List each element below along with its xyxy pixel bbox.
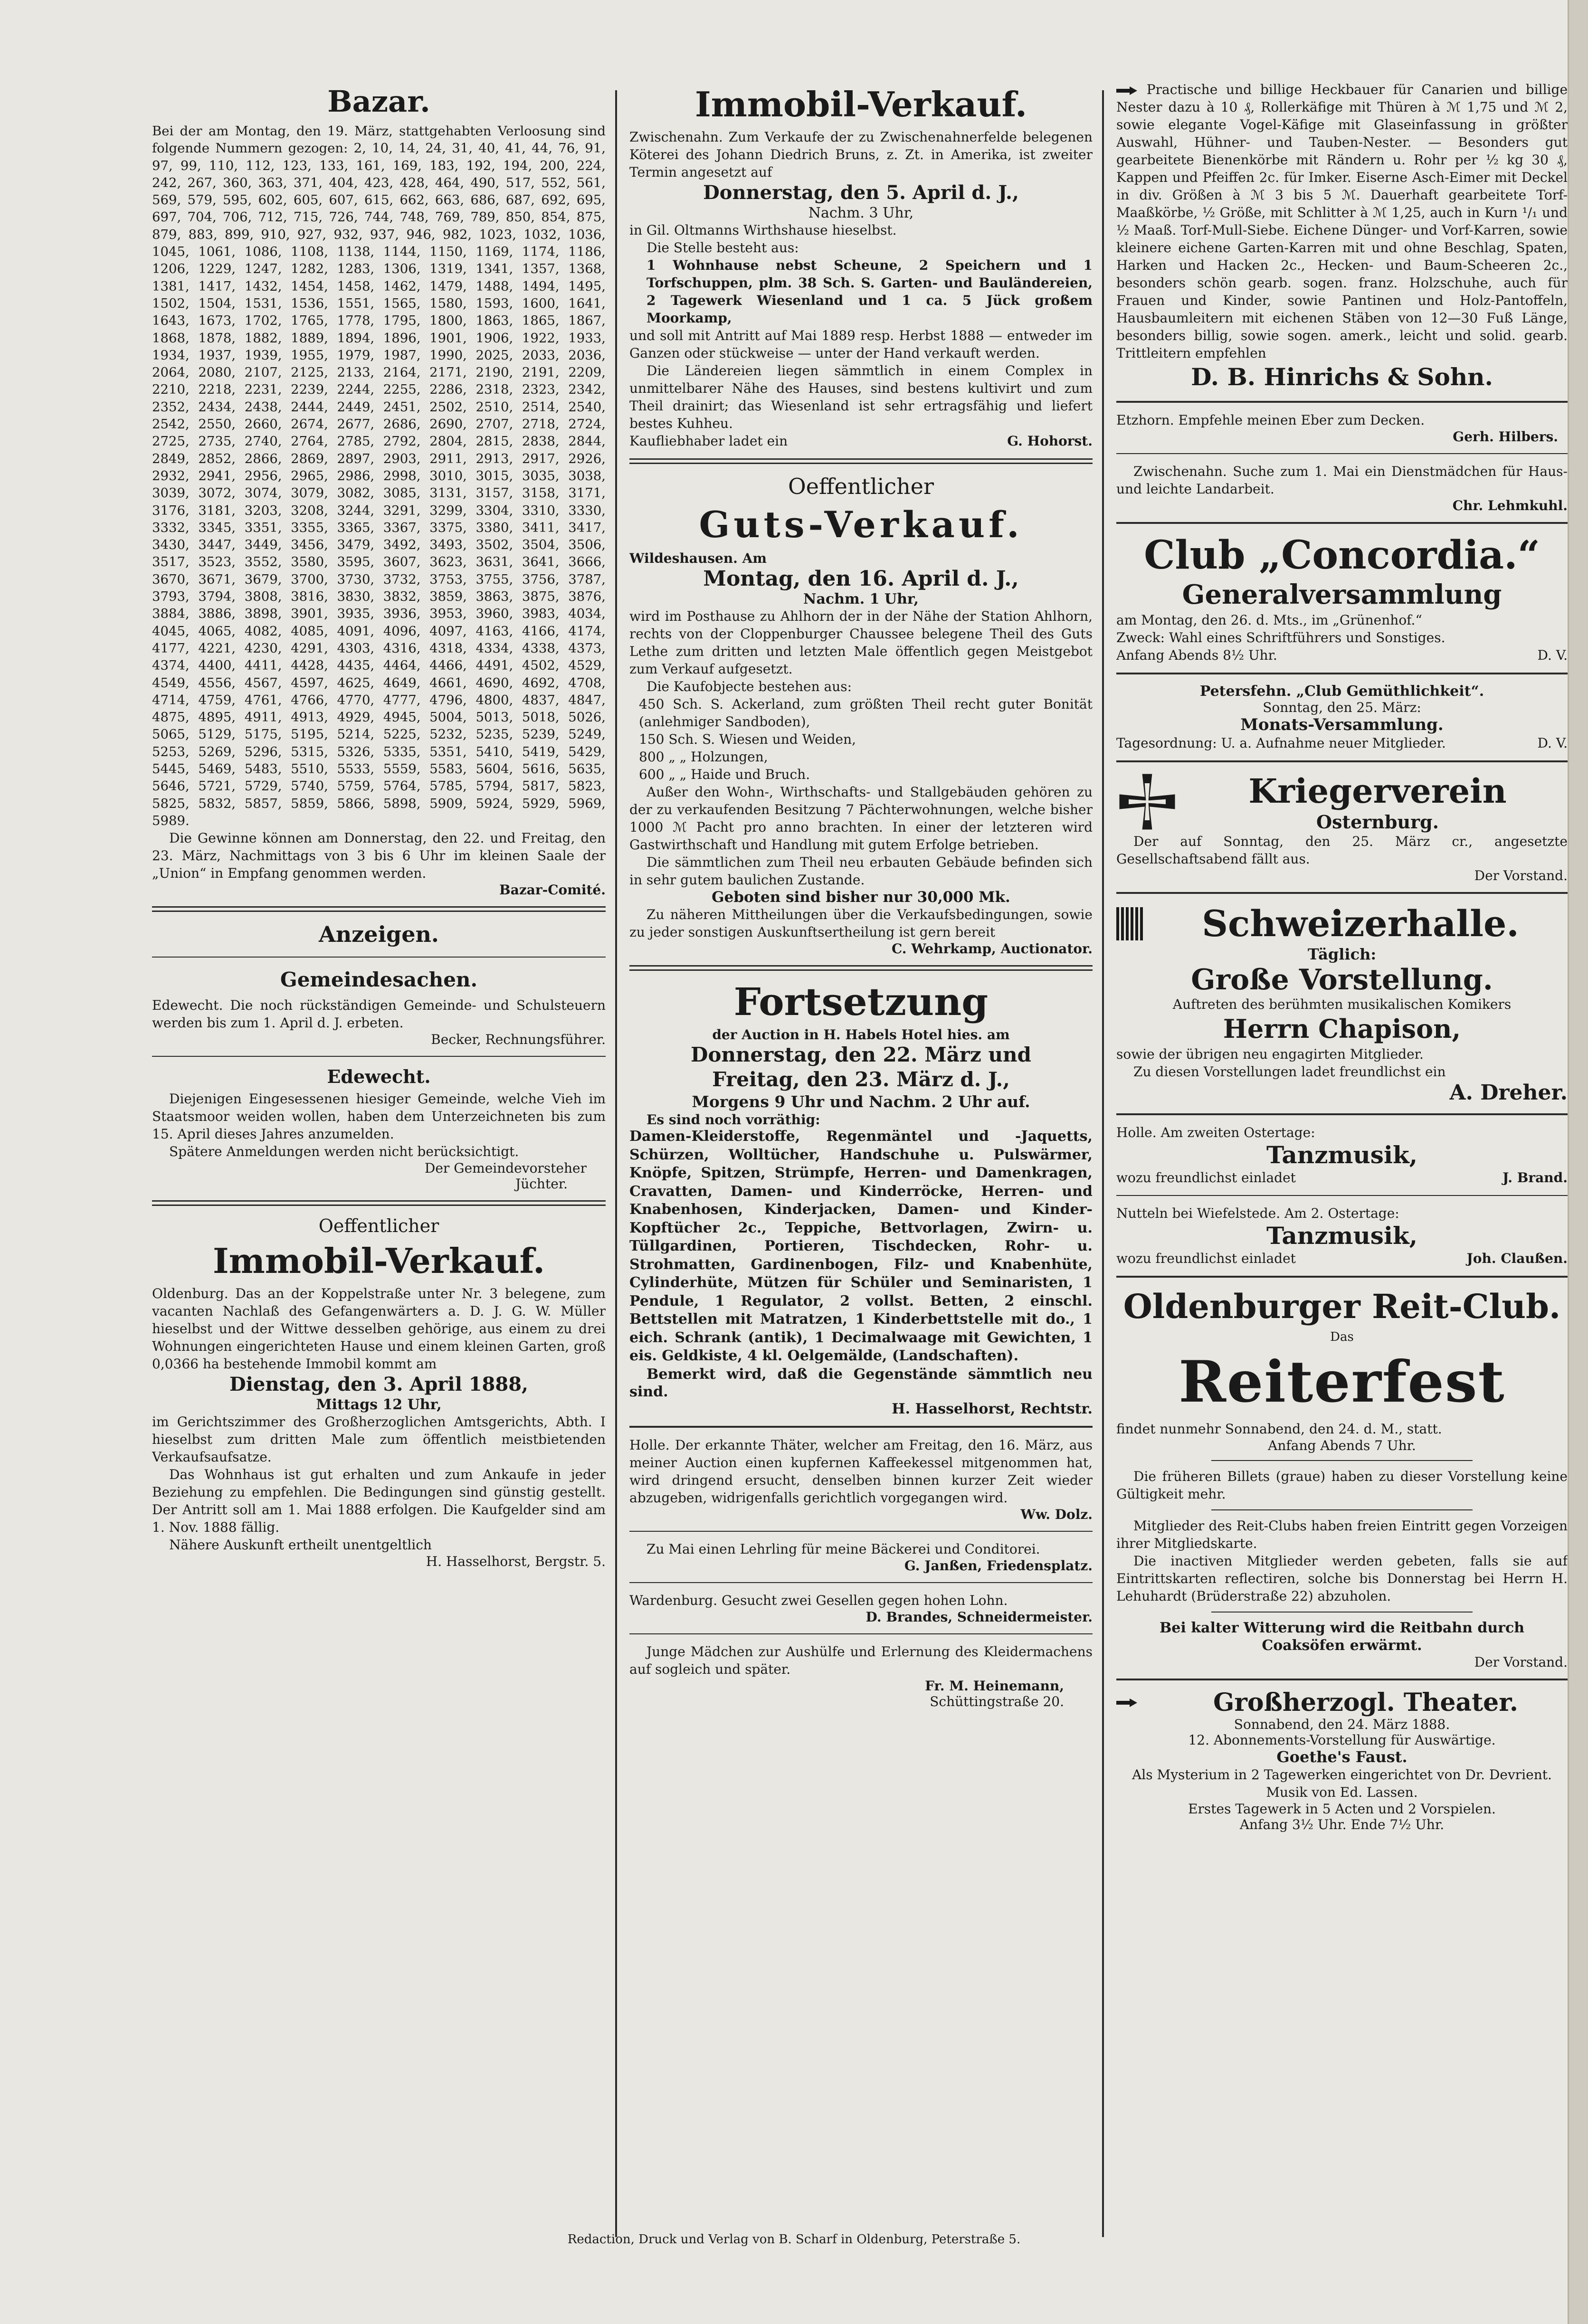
- krieger-sub: Osternburg.: [1316, 811, 1439, 833]
- concordia-title: Club „Concordia.“: [1144, 532, 1540, 578]
- reit-text6: Bei kalter Witterung wird die Reitbahn durch Coaksöfen erwärmt.: [1159, 1620, 1525, 1654]
- divider: [152, 1200, 606, 1206]
- immo2-text4: 1 Wohnhause nebst Scheune, 2 Speichern und 1 Torfschuppen, plm. 38 Sch. S. Garten- und Bauländereien, 2 Tagewerk Wiesenland und 1 ca. 5 Jück großem Moorkamp,: [647, 257, 1093, 326]
- gemeinde-text: Edewecht. Die noch rückständigen Gemeinde- und Schulsteuern werden bis zum 1. April d. J. erbeten.: [152, 997, 606, 1031]
- guts-signature: C. Wehrkamp, Auctionator.: [891, 941, 1093, 957]
- immo2-text1: Zwischenahn. Zum Verkaufe der zu Zwischenahnerfelde belegenen Köterei des Johann Diedrich Bruns, z. Zt. in Amerika, ist zweiter Termin angesetzt auf: [629, 129, 1093, 180]
- guts-text2: Die Kaufobjecte bestehen aus:: [647, 679, 852, 694]
- concordia-text1: am Montag, den 26. d. Mts., im „Grünenhof.“: [1116, 612, 1422, 628]
- column-divider: [615, 90, 617, 2237]
- gemeinde-signature: Becker, Rechnungsführer.: [431, 1032, 606, 1048]
- immobil-title: Immobil-Verkauf.: [212, 1241, 545, 1281]
- fort-title: Fortsetzung: [733, 979, 989, 1024]
- krieger-text: Der auf Sonntag, den 25. März cr., angesetzte Gesellschaftsabend fällt aus.: [1116, 834, 1568, 867]
- column-divider: [1102, 90, 1104, 2237]
- pointing-hand-icon: [1116, 1698, 1159, 1707]
- divider: [629, 1531, 1093, 1532]
- immo2-text5: und soll mit Antritt auf Mai 1889 resp. Herbst 1888 — entweder im Ganzen oder stückweise — unter der Hand verkauft werden.: [629, 328, 1093, 361]
- lehrling-signature: G. Janßen, Friedensplatz.: [904, 1557, 1093, 1574]
- guts-offer: Geboten sind bisher nur 30,000 Mk.: [712, 889, 1010, 906]
- guts-time: Nachm. 1 Uhr,: [803, 591, 919, 607]
- guts-date: Montag, den 16. April d. J.,: [703, 567, 1019, 591]
- immobil-text2: im Gerichtszimmer des Großherzoglichen Amtsgerichts, Abth. I hieselbst zum dritten Male zum öffentlich meistbietenden Verkaufsaufsatze.: [152, 1414, 606, 1465]
- theater-header: [1116, 1689, 1568, 1717]
- immo2-text6: Die Ländereien liegen sämmtlich in einem Complex in unmittelbarer Nähe des Hauses, sind bestens kultivirt und zum Theil drainirt; das Wiesenland ist sehr ertragsfähig und liefert bestes Kuhheu.: [629, 363, 1093, 431]
- fort-l2: Donnerstag, den 22. März und: [691, 1043, 1031, 1066]
- schweizer-l2: Große Vorstellung.: [1191, 963, 1493, 996]
- zwisch-signature: Chr. Lehmkuhl.: [1452, 498, 1568, 513]
- schweizer-l1: Täglich:: [1307, 945, 1377, 963]
- concordia-signature: D. V.: [1537, 647, 1568, 663]
- theater-l1: Sonnabend, den 24. März 1888.: [1234, 1717, 1450, 1732]
- krieger-signature: Der Vorstand.: [1474, 868, 1568, 883]
- guts-text4: Die sämmtlichen zum Theil neu erbauten Gebäude befinden sich in sehr gutem baulichen Zustande.: [629, 854, 1093, 888]
- concordia-text2: Zweck: Wahl eines Schriftführers und Sonstiges.: [1116, 630, 1445, 645]
- guts-text3: Außer den Wohn-, Wirthschafts- und Stallgebäuden gehören zu der zu verkaufenden Besitzung 7 Pächterwohnungen, welche bisher 1000 ℳ Pacht pro anno brachten. In einer der letzteren wird Gastwirthschaft und Handlung mit gutem Erfolge betrieben.: [629, 784, 1093, 853]
- gemeinde-title: Gemeindesachen.: [280, 968, 478, 992]
- holle2-signature: J. Brand.: [1502, 1170, 1568, 1186]
- divider: [1116, 760, 1568, 762]
- edewecht-sig2: Jüchter.: [515, 1176, 568, 1192]
- holle2-left: wozu freundlichst einladet: [1116, 1170, 1296, 1186]
- divider: [1116, 453, 1568, 454]
- theater-l3: Goethe's Faust.: [1276, 1748, 1407, 1766]
- bazar-outro: Die Gewinne können am Donnerstag, den 22. und Freitag, den 23. März, Nachmittags von 3 bis 6 Uhr im kleinen Saale der „Union“ in Empfang genommen werden.: [152, 830, 606, 882]
- zwisch-text: Zwischenahn. Suche zum 1. Mai ein Dienstmädchen für Haus- und leichte Landarbeit.: [1116, 464, 1568, 497]
- imprint-footer: Redaction, Druck und Verlag von B. Scharf in Oldenburg, Peterstraße 5.: [567, 2232, 1021, 2247]
- immo2-sig-right: G. Hohorst.: [1007, 433, 1093, 449]
- hinrichs-firm: D. B. Hinrichs & Sohn.: [1191, 363, 1493, 391]
- maedchen-text: Junge Mädchen zur Aushülfe und Erlernung des Kleidermachens auf sogleich und später.: [629, 1643, 1093, 1677]
- fort-l1: der Auction in H. Habels Hotel hies. am: [712, 1027, 1010, 1043]
- fort-list: Damen-Kleiderstoffe, Regenmäntel und -Jaquetts, Schürzen, Wolltücher, Handschuhe u. Pulswärmer, Knöpfe, Spitzen, Strümpfe, Herren- und Damenkragen, Cravatten, Damen- und Kinderröcke, Herren- und Knabenhosen, Kinderjacken, Damen- und Kinder-Kopftücher 2c., Teppiche, Bettvorlagen, Zwirn- u. Tüllgardinen, Portieren, Tischdecken, Rohr- u. Strohmatten, Gardinenbogen, Filz- und Knabenhüte, Cylinderhüte, Mützen für Schüler und Seminaristen, 1 Pendule, 1 Regulator, 2 vollst. Betten, 2 einschl. Bettstellen mit Matratzen, 1 Kinderbettstelle mit do., 1 eich. Schrank (antik), 1 Decimalwaage mit Gewichten, 1 eis. Geldkiste, 4 kl. Oelgemälde, (Landschaften).: [629, 1128, 1093, 1364]
- theater-l4: Als Mysterium in 2 Tagewerken eingerichtet von Dr. Devrient. Musik von Ed. Lassen.: [1132, 1767, 1552, 1800]
- theater-l6: Anfang 3½ Uhr. Ende 7½ Uhr.: [1239, 1817, 1445, 1832]
- divider: [629, 1582, 1093, 1583]
- pointing-hand-icon: [1116, 86, 1138, 95]
- immobil-signature: H. Hasselhorst, Bergstr. 5.: [426, 1554, 606, 1570]
- immobil-text4: Nähere Auskunft ertheilt unentgeltlich: [169, 1537, 432, 1553]
- schweizer-l5: sowie der übrigen neu engagirten Mitglieder.: [1116, 1046, 1424, 1062]
- schweizer-l3: Auftreten des berühmten musikalischen Komikers: [1172, 996, 1512, 1012]
- reit-text3: Die früheren Billets (graue) haben zu dieser Vorstellung keine Gültigkeit mehr.: [1116, 1469, 1568, 1502]
- bazar-numbers: Bei der am Montag, den 19. März, stattgehabten Verloosung sind folgende Nummern gezogen: 2, 10, 14, 24, 31, 40, 41, 44, 76, 91, 97, 99, 110, 112, 123, 133, 161, 169, 183, 192, 194, 200, 224, 242, 267, 360, 363, 371, 404, 423, 428, 464, 490, 517, 552, 561, 569, 579, 595, 602, 605, 607, 615, 662, 663, 686, 687, 692, 695, 697, 704, 706, 712, 715, 726, 744, 748, 769, 789, 850, 854, 875, 879, 883, 899, 910, 927, 932, 937, 946, 982, 1023, 1032, 1036, 1045, 1061, 1086, 1108, 1138, 1144, 1150, 1169, 1174, 1186, 1206, 1229, 1247, 1282, 1283, 1306, 1319, 1341, 1357, 1368, 1381, 1417, 1432, 1454, 1458, 1462, 1479, 1488, 1494, 1495, 1502, 1504, 1531, 1536, 1551, 1565, 1580, 1593, 1600, 1641, 1643, 1673, 1702, 1765, 1778, 1795, 1800, 1863, 1865, 1867, 1868, 1878, 1882, 1889, 1894, 1896, 1901, 1906, 1922, 1933, 1934, 1937, 1939, 1955, 1979, 1987, 1990, 2025, 2033, 2036, 2064, 2080, 2107, 2125, 2133, 2164, 2171, 2190, 2191, 2209, 2210, 2218, 2231, 2239, 2244, 2255, 2286, 2318, 2323, 2342, 2352, 2434, 2438, 2444, 2449, 2451, 2502, 2510, 2514, 2540, 2542, 2550, 2660, 2674, 2677, 2686, 2690, 2707, 2718, 2724, 2725, 2735, 2740, 2764, 2785, 2792, 2804, 2815, 2838, 2844, 2849, 2852, 2866, 2869, 2897, 2903, 2911, 2913, 2917, 2926, 2932, 2941, 2956, 2965, 2986, 2998, 3010, 3015, 3035, 3038, 3039, 3072, 3074, 3079, 3082, 3085, 3131, 3157, 3158, 3171, 3176, 3181, 3203, 3208, 3244, 3291, 3299, 3304, 3310, 3330, 3332, 3345, 3351, 3355, 3365, 3367, 3375, 3380, 3411, 3417, 3430, 3447, 3449, 3456, 3479, 3492, 3493, 3502, 3504, 3506, 3517, 3523, 3552, 3580, 3595, 3607, 3623, 3631, 3641, 3666, 3670, 3671, 3679, 3700, 3730, 3732, 3753, 3755, 3756, 3787, 3793, 3794, 3808, 3816, 3830, 3832, 3859, 3863, 3875, 3876, 3884, 3886, 3898, 3901, 3935, 3936, 3953, 3960, 3983, 4034, 4045, 4065, 4082, 4085, 4091, 4096, 4097, 4163, 4166, 4174, 4177, 4221, 4230, 4291, 4303, 4316, 4318, 4334, 4338, 4373, 4374, 4400, 4411, 4428, 4435, 4464, 4466, 4491, 4502, 4529, 4549, 4556, 4567, 4597, 4625, 4649, 4661, 4690, 4692, 4708, 4714, 4759, 4761, 4766, 4770, 4777, 4796, 4800, 4837, 4847, 4875, 4895, 4911, 4913, 4929, 4945, 5004, 5013, 5018, 5026, 5065, 5129, 5175, 5195, 5214, 5225, 5232, 5235, 5239, 5249, 5253, 5269, 5296, 5315, 5326, 5335, 5351, 5410, 5419, 5429, 5445, 5469, 5483, 5510, 5533, 5559, 5583, 5604, 5616, 5635, 5646, 5721, 5729, 5740, 5759, 5764, 5785, 5794, 5817, 5823, 5825, 5832, 5857, 5859, 5866, 5898, 5909, 5924, 5929, 5969, 5989.: [152, 123, 606, 828]
- petersfehn-signature: D. V.: [1537, 735, 1568, 751]
- reit-big: Reiterfest: [1179, 1348, 1505, 1415]
- divider: [629, 458, 1093, 464]
- petersfehn-l2: Sonntag, den 25. März:: [1263, 700, 1421, 715]
- ornament-icon: [1116, 907, 1144, 940]
- divider: [1116, 1679, 1568, 1680]
- wardenburg-signature: D. Brandes, Schneidermeister.: [865, 1609, 1093, 1625]
- etzhorn-text: Etzhorn. Empfehle meinen Eber zum Decken.: [1116, 412, 1425, 428]
- guts-text1: wird im Posthause zu Ahlhorn der in der Nähe der Station Ahlhorn, rechts von der Cloppenburger Chaussee belegene Theil des Guts Lethe zum dritten und letzten Male öffentlich gegen Meistgebot zum Verkauf aufgesetzt.: [629, 608, 1093, 677]
- holle-signature: Ww. Dolz.: [1020, 1506, 1093, 1522]
- immobil-text3: Das Wohnhaus ist gut erhalten und zum Ankaufe in jeder Beziehung zu empfehlen. Die Bedingungen sind günstig gestellt. Der Antritt soll am 1. Mai 1888 erfolgen. Die Kaufgelder sind am 1. Nov. 1888 fällig.: [152, 1467, 606, 1536]
- etzhorn-signature: Gerh. Hilbers.: [1453, 429, 1558, 445]
- bazar-signature: Bazar-Comité.: [499, 882, 606, 898]
- column-3: [1116, 81, 1568, 1832]
- nutteln-left: wozu freundlichst einladet: [1116, 1251, 1296, 1266]
- immo2-text2: in Gil. Oltmanns Wirthshause hieselbst.: [629, 222, 897, 238]
- divider: [1211, 1612, 1473, 1613]
- divider: [1116, 673, 1568, 674]
- divider: [152, 1056, 606, 1057]
- concordia-row: [1116, 646, 1568, 664]
- immo2-time: Nachm. 3 Uhr,: [808, 205, 914, 221]
- schweizer-header: [1116, 902, 1568, 945]
- divider: [1116, 522, 1568, 524]
- guts-place: Wildeshausen. Am: [629, 550, 767, 566]
- immo2-title: Immobil-Verkauf.: [694, 84, 1027, 124]
- guts-kicker: Oeffentlicher: [788, 474, 934, 499]
- nutteln-big: Tanzmusik,: [1266, 1222, 1418, 1250]
- guts-item2: 150 Sch. S. Wiesen und Weiden,: [639, 731, 856, 747]
- guts-text5: Zu näheren Mittheilungen über die Verkaufsbedingungen, sowie zu jeder sonstigen Auskunftsertheilung ist gern bereit: [629, 907, 1093, 940]
- nutteln-signature: Joh. Claußen.: [1466, 1251, 1568, 1266]
- divider: [1116, 1113, 1568, 1115]
- concordia-text3: Anfang Abends 8½ Uhr.: [1116, 647, 1277, 663]
- divider: [1211, 1509, 1473, 1510]
- petersfehn-l3: Monats-Versammlung.: [1240, 715, 1444, 734]
- schweizer-l6: Zu diesen Vorstellungen ladet freundlichst ein: [1133, 1064, 1446, 1080]
- edewecht-sig1: Der Gemeindevorsteher: [424, 1160, 587, 1176]
- immobil-kicker: Oeffentlicher: [318, 1215, 439, 1237]
- immo2-sig-left: Kaufliebhaber ladet ein: [629, 433, 788, 449]
- divider: [629, 1633, 1093, 1634]
- reit-title: Oldenburger Reit-Club.: [1123, 1287, 1561, 1326]
- divider: [1211, 1460, 1473, 1461]
- immo2-signature-row: [629, 432, 1093, 450]
- divider: [1116, 892, 1568, 894]
- schweizer-signature: A. Dreher.: [1449, 1081, 1568, 1105]
- schweizer-l4: Herrn Chapison,: [1223, 1014, 1461, 1044]
- maedchen-sig2: Schüttingstraße 20.: [930, 1693, 1064, 1709]
- bazar-title: Bazar.: [327, 84, 430, 119]
- concordia-sub: Generalversammlung: [1182, 579, 1502, 610]
- guts-item4: 600 „ „ Haide und Bruch.: [639, 767, 810, 782]
- divider: [1116, 1276, 1568, 1278]
- divider: [152, 906, 606, 912]
- edewecht-text2: Spätere Anmeldungen werden nicht berücksichtigt.: [169, 1144, 519, 1160]
- holle-text: Holle. Der erkannte Thäter, welcher am Freitag, den 16. März, aus meiner Auction einen kupfernen Kaffeekessel mitgenommen hat, wird dringend ersucht, denselben binnen kurzer Zeit wieder abzugeben, widrigenfalls gerichtlich vorgegangen wird.: [629, 1437, 1093, 1506]
- fort-l3: Freitag, den 23. März d. J.,: [712, 1068, 1010, 1091]
- krieger-title: Kriegerverein: [1248, 771, 1507, 811]
- guts-title: Guts-Verkauf.: [699, 503, 1023, 546]
- fort-l4: Morgens 9 Uhr und Nachm. 2 Uhr auf.: [692, 1092, 1030, 1111]
- nutteln-text: Nutteln bei Wiefelstede. Am 2. Ostertage:: [1116, 1205, 1399, 1221]
- divider: [629, 965, 1093, 971]
- immobil-text1: Oldenburg. Das an der Koppelstraße unter Nr. 3 belegene, zum vacanten Nachlaß des Gefangenwärters a. D. J. G. W. Müller hieselbst und der Wittwe desselben gehörige, aus einem zu drei Wohnungen eingerichteten Hause und einem kleinen Garten, groß 0,0366 ha bestehende Immobil kommt am: [152, 1286, 606, 1372]
- hinrichs-body: Practische und billige Heckbauer für Canarien und billige Nester dazu à 10 ₰, Rollerkäfige mit Thüren à ℳ 1,75 und ℳ 2, sowie elegante Vogel-Käfige mit Glaseinfassung in größter Auswahl, Hühner- und Tauben-Nester. — Besonders gut gearbeitete Bienenkörbe mit Rändern u. Rohr per ½ kg 30 ₰, Kappen und Pfeiffen 2c. für Imker. Eiserne Asch-Eimer mit Deckel in div. Größen à ℳ 3 bis 5 ℳ. Dauerhaft gearbeitete Torf-Maaßkörbe, ½ Größe, mit Schlitter à ℳ 1,25, auch in Kurn ¹/₁ und ½ Maaß. Torf-Mull-Siebe. Eichene Dünger- und Vorf-Karren, sowie kleinere eichene Garten-Karren mit und ohne Beschlag, Spaten, Harken und Hacken 2c., Hecken- und Baum-Scheeren 2c., besonders schön gearb. sogen. franz. Holzschuhe, auch für Frauen und Kinder, sowie Pantinen und Holz-Pantoffeln, Hausbaumleitern mit eichenen Stäben von 12—30 Fuß Länge, besonders billig, sowie sogen. amerk., leicht und solid. gearb. Trittleitern empfehlen: [1116, 82, 1568, 361]
- holle2-text: Holle. Am zweiten Ostertage:: [1116, 1125, 1315, 1140]
- petersfehn-row: [1116, 734, 1568, 752]
- reit-text5: Die inactiven Mitglieder werden gebeten, falls sie auf Eintrittskarten reflectiren, solche bis Donnerstag bei Herrn H. Lehuhardt (Brüderstraße 22) abzuholen.: [1116, 1553, 1568, 1604]
- guts-item1: 450 Sch. S. Ackerland, zum größten Theil recht guter Bonität (anlehmiger Sandboden),: [639, 696, 1093, 730]
- reit-signature: Der Vorstand.: [1474, 1654, 1568, 1670]
- petersfehn-l1: Petersfehn. „Club Gemüthlichkeit“.: [1199, 683, 1484, 700]
- lehrling-text: Zu Mai einen Lehrling für meine Bäckerei und Conditorei.: [647, 1541, 1040, 1557]
- holle2-big: Tanzmusik,: [1266, 1141, 1418, 1169]
- fort-note: Bemerkt wird, daß die Gegenstände sämmtlich neu sind.: [629, 1366, 1093, 1400]
- column-2: [629, 81, 1093, 1709]
- divider: [152, 957, 606, 958]
- immo2-date: Donnerstag, den 5. April d. J.,: [703, 181, 1019, 204]
- edewecht-title: Edewecht.: [327, 1066, 431, 1088]
- fort-l5: Es sind noch vorräthig:: [647, 1112, 820, 1128]
- anzeigen-heading: Anzeigen.: [319, 921, 439, 948]
- theater-l2: 12. Abonnements-Vorstellung für Auswärtige.: [1188, 1732, 1496, 1748]
- petersfehn-l4: Tagesordnung: U. a. Aufnahme neuer Mitglieder.: [1116, 735, 1446, 751]
- fort-signature: H. Hasselhorst, Rechtstr.: [892, 1400, 1093, 1417]
- divider: [1116, 1195, 1568, 1196]
- wardenburg-text: Wardenburg. Gesucht zwei Gesellen gegen hohen Lohn.: [629, 1592, 1008, 1608]
- immobil-time: Mittags 12 Uhr,: [316, 1396, 442, 1413]
- iron-cross-icon: [1116, 771, 1178, 833]
- reit-das: Das: [1330, 1330, 1354, 1344]
- reit-text4: Mitglieder des Reit-Clubs haben freien Eintritt gegen Vorzeigen ihrer Mitgliedskarte.: [1116, 1518, 1568, 1551]
- divider: [1116, 401, 1568, 403]
- page-edge: [1568, 0, 1588, 2324]
- nutteln-row: [1116, 1250, 1568, 1267]
- reit-text2: Anfang Abends 7 Uhr.: [1268, 1438, 1416, 1453]
- divider: [629, 1426, 1093, 1428]
- schweizer-title: Schweizerhalle.: [1202, 902, 1519, 945]
- theater-title: Großherzogl. Theater.: [1213, 1688, 1518, 1717]
- holle2-row: [1116, 1169, 1568, 1186]
- reit-text1: findet nunmehr Sonnabend, den 24. d. M., statt.: [1116, 1421, 1442, 1437]
- edewecht-text: Diejenigen Eingesessenen hiesiger Gemeinde, welche Vieh im Staatsmoor weiden wollen, haben dem Unterzeichneten bis zum 15. April dieses Jahres anzumelden.: [152, 1091, 606, 1142]
- krieger-header: [1116, 771, 1568, 833]
- column-1: [152, 81, 606, 1569]
- guts-item3: 800 „ „ Holzungen,: [639, 749, 768, 765]
- immo2-text3: Die Stelle besteht aus:: [647, 240, 799, 256]
- immobil-date: Dienstag, den 3. April 1888,: [229, 1373, 528, 1396]
- theater-l5: Erstes Tagewerk in 5 Acten und 2 Vorspielen.: [1188, 1801, 1496, 1817]
- hinrichs-text: [1116, 81, 1568, 362]
- maedchen-sig1: Fr. M. Heinemann,: [925, 1678, 1064, 1694]
